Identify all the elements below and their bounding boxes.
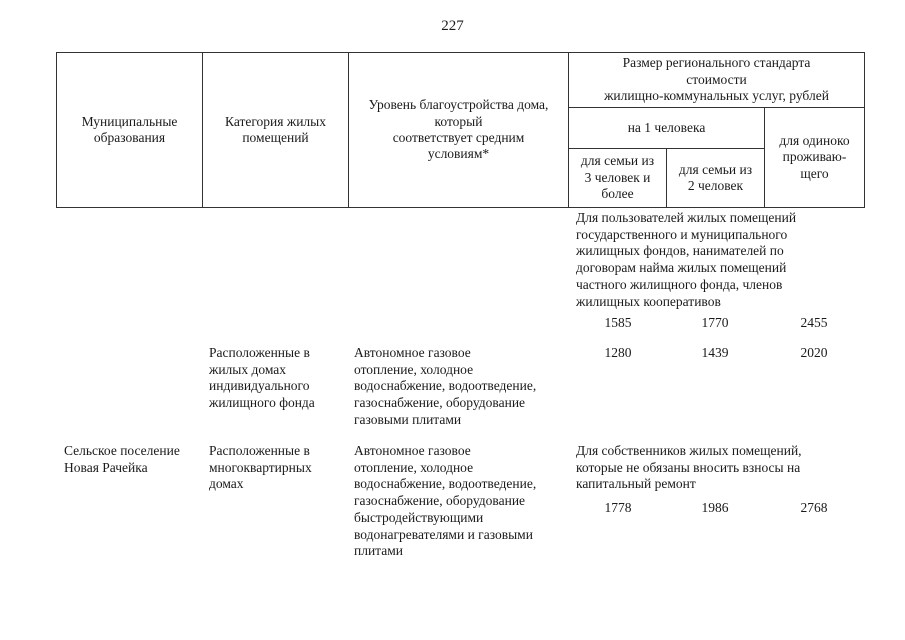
header-single-resident xyxy=(764,107,865,208)
row3-value-single: 2768 xyxy=(800,500,828,515)
row2-value-family3: 1280 xyxy=(604,345,632,360)
header-category xyxy=(202,52,349,208)
header-family-2 xyxy=(666,148,765,208)
row3-value-family2: 1986 xyxy=(701,500,729,515)
page-number: 227 xyxy=(441,18,464,34)
header-category-label: Категория жилых помещений xyxy=(225,113,326,145)
row3-value-family3: 1778 xyxy=(604,500,632,515)
section1-note: Для пользователей жилых помещений государственного и муниципального жилищных фондов, нанимателей по договорам найма жилых помещений частного жилищного фонда, членов жилищных кооперативов xyxy=(576,210,797,309)
section1-value-family2: 1770 xyxy=(701,315,729,330)
header-family-3-label: для семьи из 3 человек и более xyxy=(580,153,655,202)
header-family-3 xyxy=(568,148,667,208)
header-family-2-label: для семьи из 2 человек xyxy=(678,161,753,193)
row2-value-single: 2020 xyxy=(800,345,828,360)
header-municipalities xyxy=(56,52,203,208)
header-per-person-label: на 1 человека xyxy=(627,119,706,135)
row2-category: Расположенные в жилых домах индивидуального жилищного фонда xyxy=(209,345,315,411)
header-amenity-level-label: Уровень благоустройства дома, который соответствует средним условиям* xyxy=(368,97,549,162)
header-single-resident-label: для одиноко проживаю- щего xyxy=(779,132,850,181)
header-standard-size xyxy=(568,52,865,108)
header-municipalities-label: Муниципальные образования xyxy=(81,113,178,145)
header-standard-size-label: Размер регионального стандарта стоимости жилищно-коммунальных услуг, рублей xyxy=(604,55,829,104)
header-amenity-level xyxy=(348,52,569,208)
row3-category: Расположенные в многоквартирных домах xyxy=(209,443,312,492)
row2-value-family2: 1439 xyxy=(701,345,729,360)
row2-amenity-level: Автономное газовое отопление, холодное водоснабжение, водоотведение, газоснабжение, оборудование газовыми плитами xyxy=(354,345,537,427)
header-per-person xyxy=(568,107,765,149)
section1-value-single: 2455 xyxy=(800,315,828,330)
row3-note: Для собственников жилых помещений, которые не обязаны вносить взносы на капитальный ремонт xyxy=(576,443,802,492)
section1-value-family3: 1585 xyxy=(604,315,632,330)
row3-amenity-level: Автономное газовое отопление, холодное водоснабжение, водоотведение, газоснабжение, оборудование быстродействующими водонагревателями и газовыми плитами xyxy=(354,443,537,559)
row3-municipality: Сельское поселение Новая Рачейка xyxy=(64,443,180,475)
